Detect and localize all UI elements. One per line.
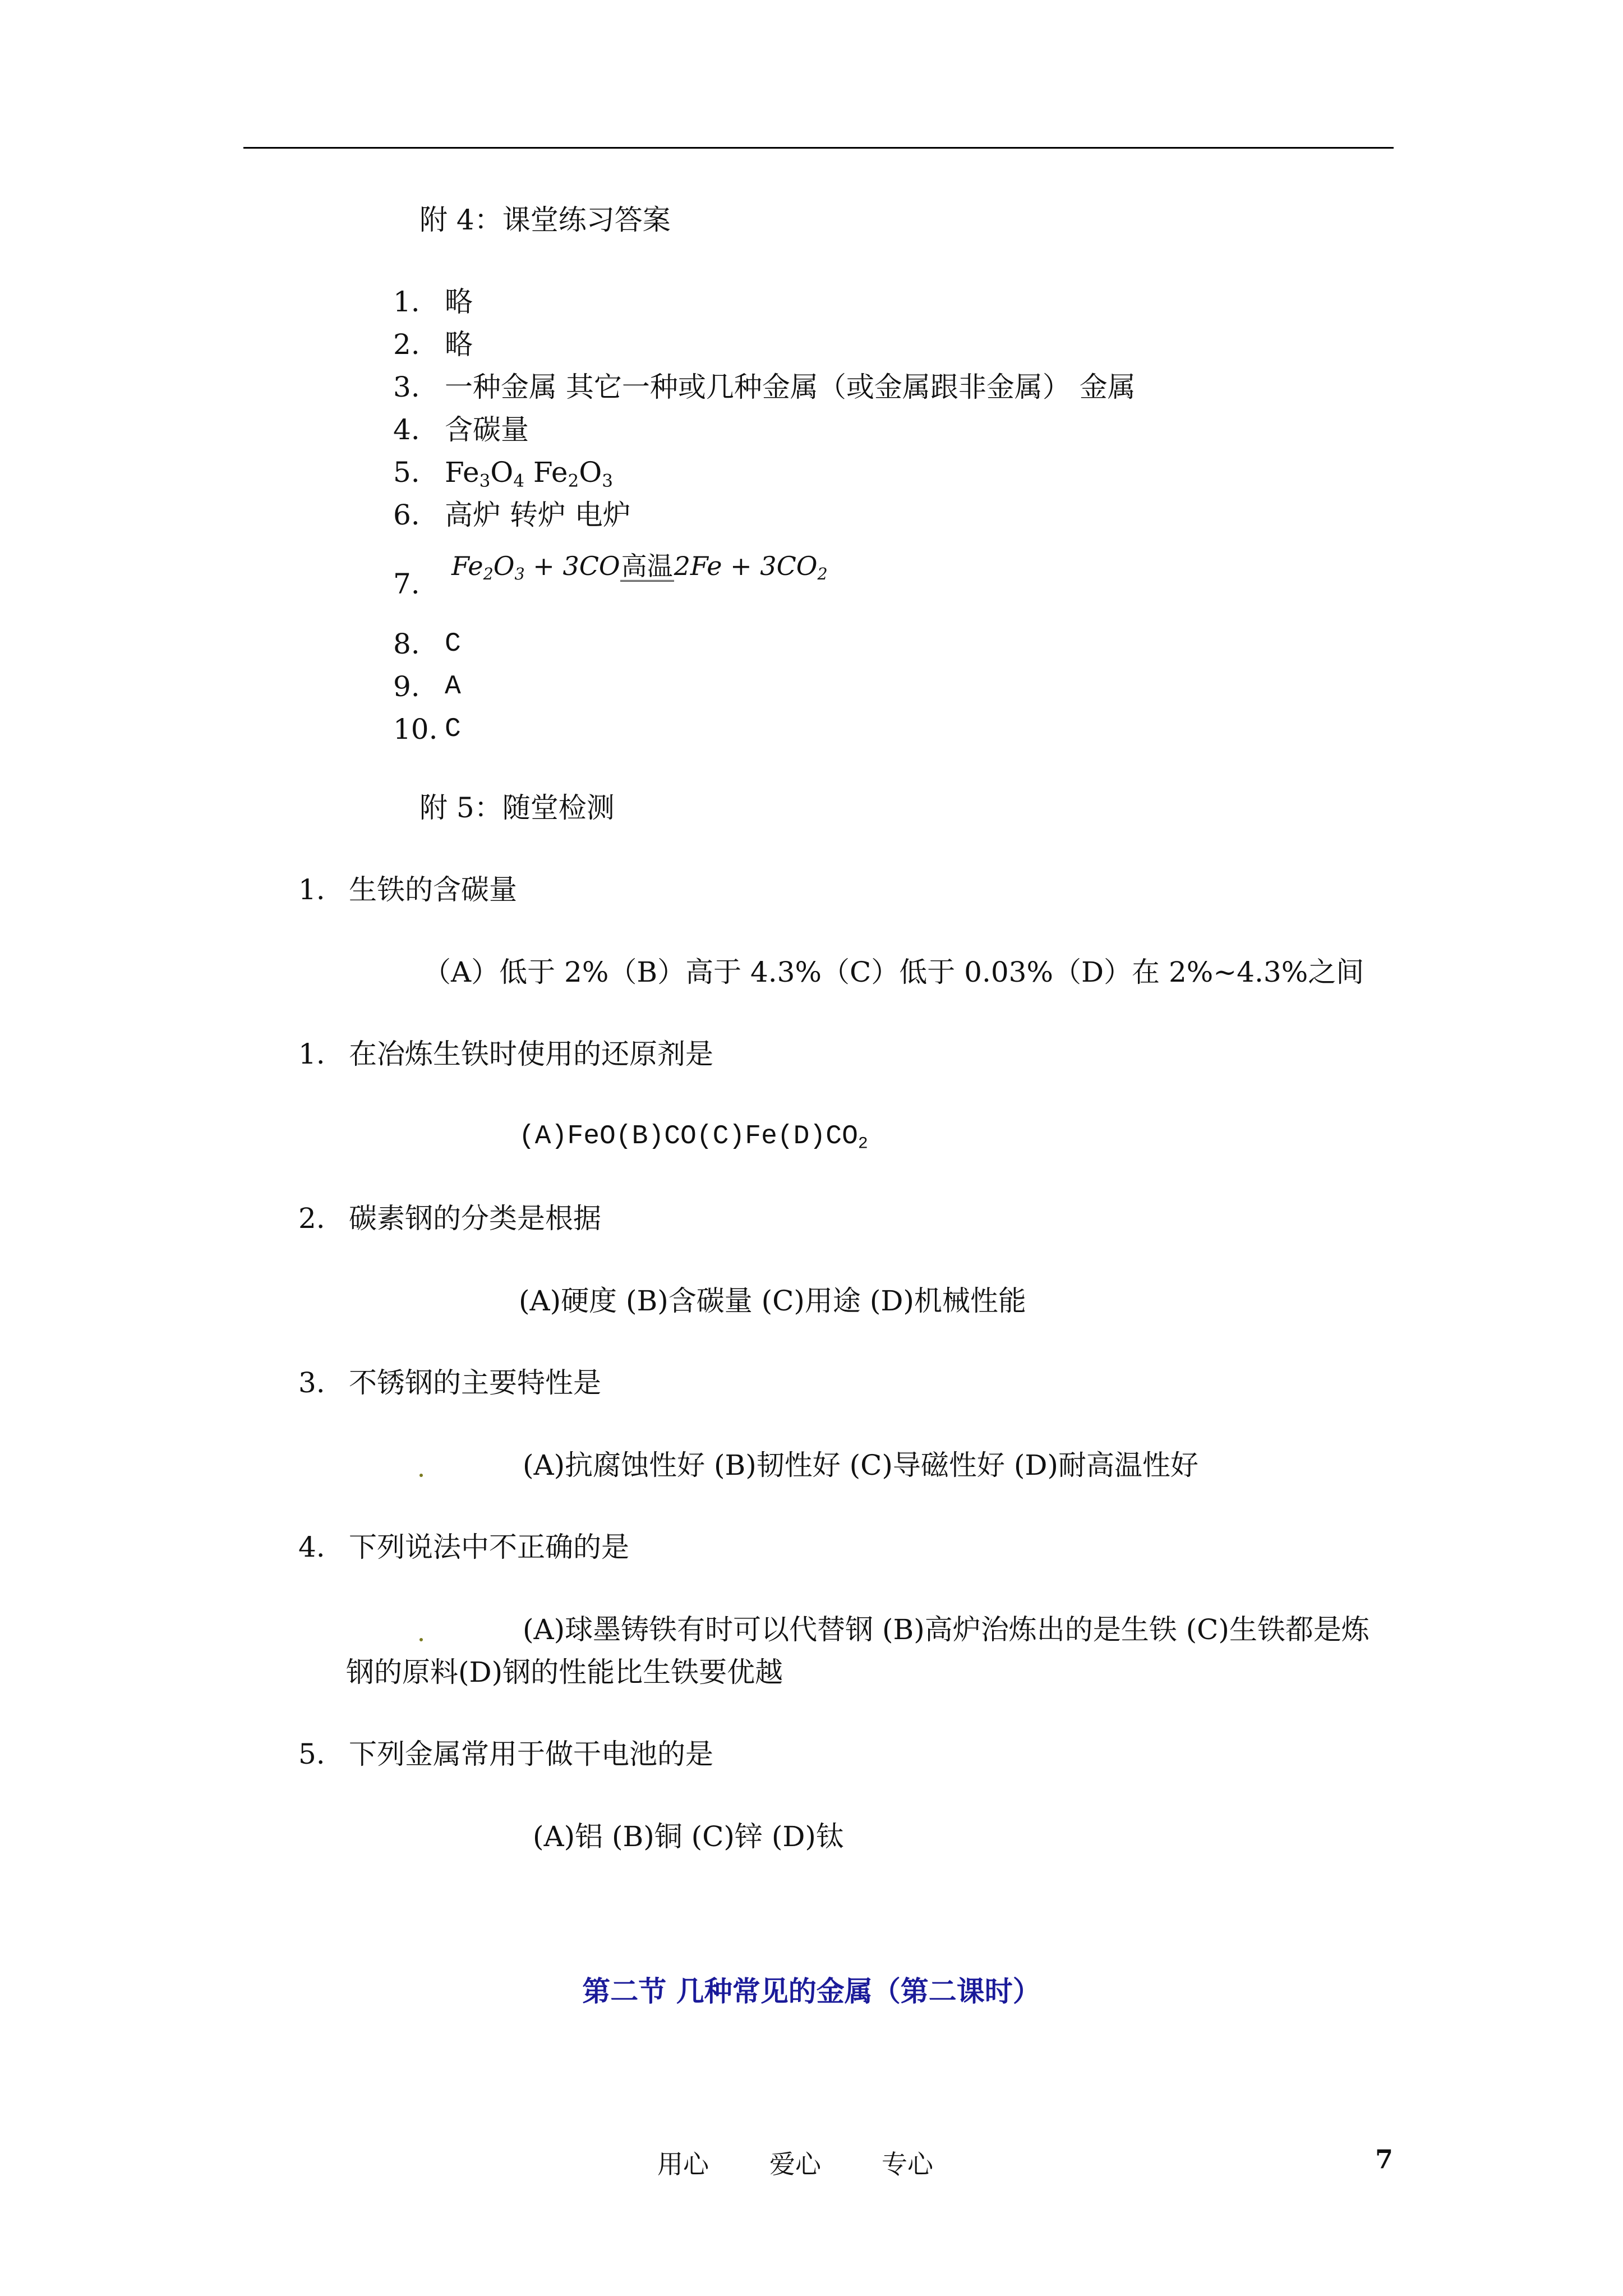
answer-item: 1. 略 [393,286,473,318]
appendix5-title: 附 5：随堂检测 [419,792,615,824]
answer-item: 9. A [393,670,461,703]
question-options: (A)抗腐蚀性好 (B)韧性好 (C)导磁性好 (D)耐高温性好 [523,1449,1198,1481]
footer-motto-2: 爱心 [769,2149,821,2179]
question-text: 下列金属常用于做干电池的是 [349,1738,713,1770]
question-options: $(A)FeO(B)CO(C)Fe(D)CO_2$ [519,1121,868,1153]
high-temperature-condition: 高温 [621,551,673,581]
footer-motto-1: 用心 [657,2149,709,2179]
answer-5-formula: $Fe_3O_4$ $Fe_2O_3$ [445,456,613,491]
question-item: 3. 不锈钢的主要特性是 [298,1366,601,1399]
question-text: 碳素钢的分类是根据 [349,1202,601,1235]
question-options: (A)硬度 (B)含碳量 (C)用途 (D)机械性能 [519,1285,1026,1317]
answer-item: 10. C [393,713,461,746]
question-text: 在冶炼生铁时使用的还原剂是 [349,1038,713,1070]
question-item: 4. 下列说法中不正确的是 [298,1531,629,1563]
answer-item: 2. 略 [393,328,473,361]
footer-motto-3: 专心 [882,2149,933,2179]
question-item: 1. 在冶炼生铁时使用的还原剂是 [298,1038,713,1070]
question-options: （A）低于 2%（B）高于 4.3%（C）低于 0.03%（D）在 2%~4.3%之间 [423,956,1364,988]
answer-item: 3. 一种金属 其它一种或几种金属（或金属跟非金属） 金属 [393,371,1136,403]
question-item: 1. 生铁的含碳量 [298,873,517,906]
reaction-equation: $Fe_2O_3 + 3CO$高温$2Fe + 3CO_2$ [451,551,828,583]
question-text: 不锈钢的主要特性是 [349,1366,601,1399]
stray-dot [419,1638,423,1641]
answer-item: 5. $Fe_3O_4$ $Fe_2O_3$ [393,456,613,491]
answer-item: 4. 含碳量 [393,413,529,446]
appendix4-title: 附 4：课堂练习答案 [419,204,671,236]
answer-item: 8. C [393,628,461,660]
section-title: 第二节 几种常见的金属（第二课时） [582,1975,1041,2008]
header-rule [243,147,1394,149]
question-item: 2. 碳素钢的分类是根据 [298,1202,601,1235]
question-text: 下列说法中不正确的是 [349,1531,629,1563]
question-text: 生铁的含碳量 [349,873,517,906]
page-number: 7 [1375,2144,1394,2174]
question-options-continued: 钢的原料(D)钢的性能比生铁要优越 [346,1656,783,1688]
stray-dot [419,1474,423,1477]
answer-item-number: 7. [393,568,420,600]
question-options: (A)球墨铸铁有时可以代替钢 (B)高炉治炼出的是生铁 (C)生铁都是炼 [523,1613,1370,1646]
question-options: (A)铝 (B)铜 (C)锌 (D)钛 [533,1820,844,1853]
answer-item: 6. 高炉 转炉 电炉 [393,499,631,531]
question-item: 5. 下列金属常用于做干电池的是 [298,1738,713,1770]
